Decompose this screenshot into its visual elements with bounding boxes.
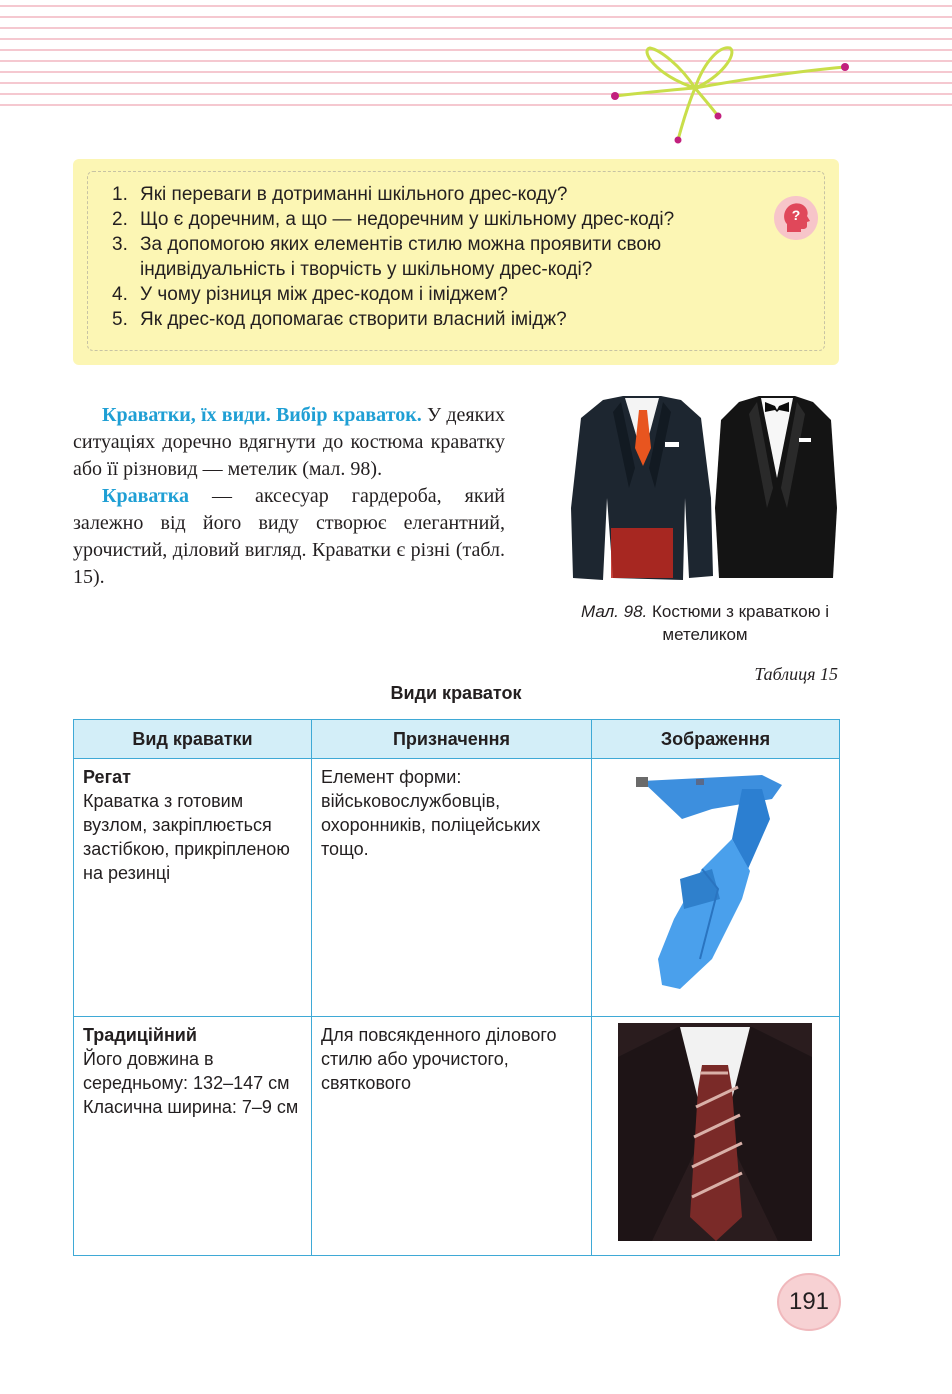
figure-label: Мал. 98. [580,602,648,621]
head-question-icon [774,196,818,240]
table-row [74,1017,840,1256]
section-text [73,402,505,591]
kind-description: Краватка з готовим вузлом, закріплюється застібкою, прикріпленою на резинці [83,791,290,883]
question-number: 3. [112,234,128,255]
purpose-cell: Для повсякденного ділового стилю або урочистого, святкового [312,1017,592,1256]
column-header: Вид краватки [74,720,312,759]
question-text: Що є доречним, а що — недоречним у шкільному дрес-коді? [140,209,675,230]
question-number: 5. [112,309,128,330]
figure-caption-text: Костюми з краваткою і метеликом [647,602,830,644]
image-cell [592,1017,840,1256]
purpose-cell: Елемент форми: військовослужбовців, охоронників, поліцейських тощо. [312,759,592,1017]
table-title: Види краваток [390,683,522,703]
question-text: За допомогою яких елементів стилю можна проявити свою індивідуальність і творчість у шкільному дрес-коді? [140,234,662,280]
tuxedo-with-bowtie-image [715,396,837,578]
paragraph-text: У деяких ситуаціях доречно вдягнути до костюма краватку або її різновид — метелик (мал. 98). [73,404,505,480]
question-number: 4. [112,284,128,305]
kind-name: Традиційний [83,1025,197,1045]
suit-with-tie-image [571,396,713,580]
table-header-row [74,720,840,759]
ribbon-bow-decoration [600,40,860,150]
suits-photo [563,388,843,588]
question-number: 2. [112,209,128,230]
blue-regat-tie-image [592,759,838,1009]
questions-box [73,159,839,365]
svg-text:?: ? [791,207,801,223]
question-item [112,307,752,332]
suit-with-striped-tie-image [592,1017,838,1249]
kind-cell [74,1017,312,1256]
question-text: Які переваги в дотриманні шкільного дрес-коду? [140,184,568,205]
table-label: Таблиця 15 [754,664,838,684]
question-item [112,282,752,307]
figure-caption [560,600,850,646]
paragraph-text: — аксесуар гардероба, який залежно від його виду створює елегантний, урочистий, діловий вигляд. Краватки є різні (табл. 15). [73,485,505,588]
tie-types-table [73,719,840,1256]
questions-box-border [87,171,825,351]
question-item [112,207,752,232]
kind-cell [74,759,312,1017]
question-text: Як дрес-код допомагає створити власний імідж? [140,309,567,330]
question-item [112,232,752,282]
question-number: 1. [112,184,128,205]
image-cell [592,759,840,1017]
paragraph [73,483,505,591]
questions-list [112,182,752,332]
kind-name: Регат [83,767,131,787]
column-header: Призначення [312,720,592,759]
table-row [74,759,840,1017]
paragraph [73,402,505,483]
column-header: Зображення [592,720,840,759]
section-heading: Краватки, їх види. Вибір краваток. [102,404,422,426]
page-number: 191 [777,1273,841,1331]
question-text: У чому різниця між дрес-кодом і іміджем? [140,284,508,305]
term-highlight: Краватка [102,485,189,507]
kind-description: Його довжина в середньому: 132–147 см Класична ширина: 7–9 см [83,1049,299,1117]
question-item [112,182,752,207]
